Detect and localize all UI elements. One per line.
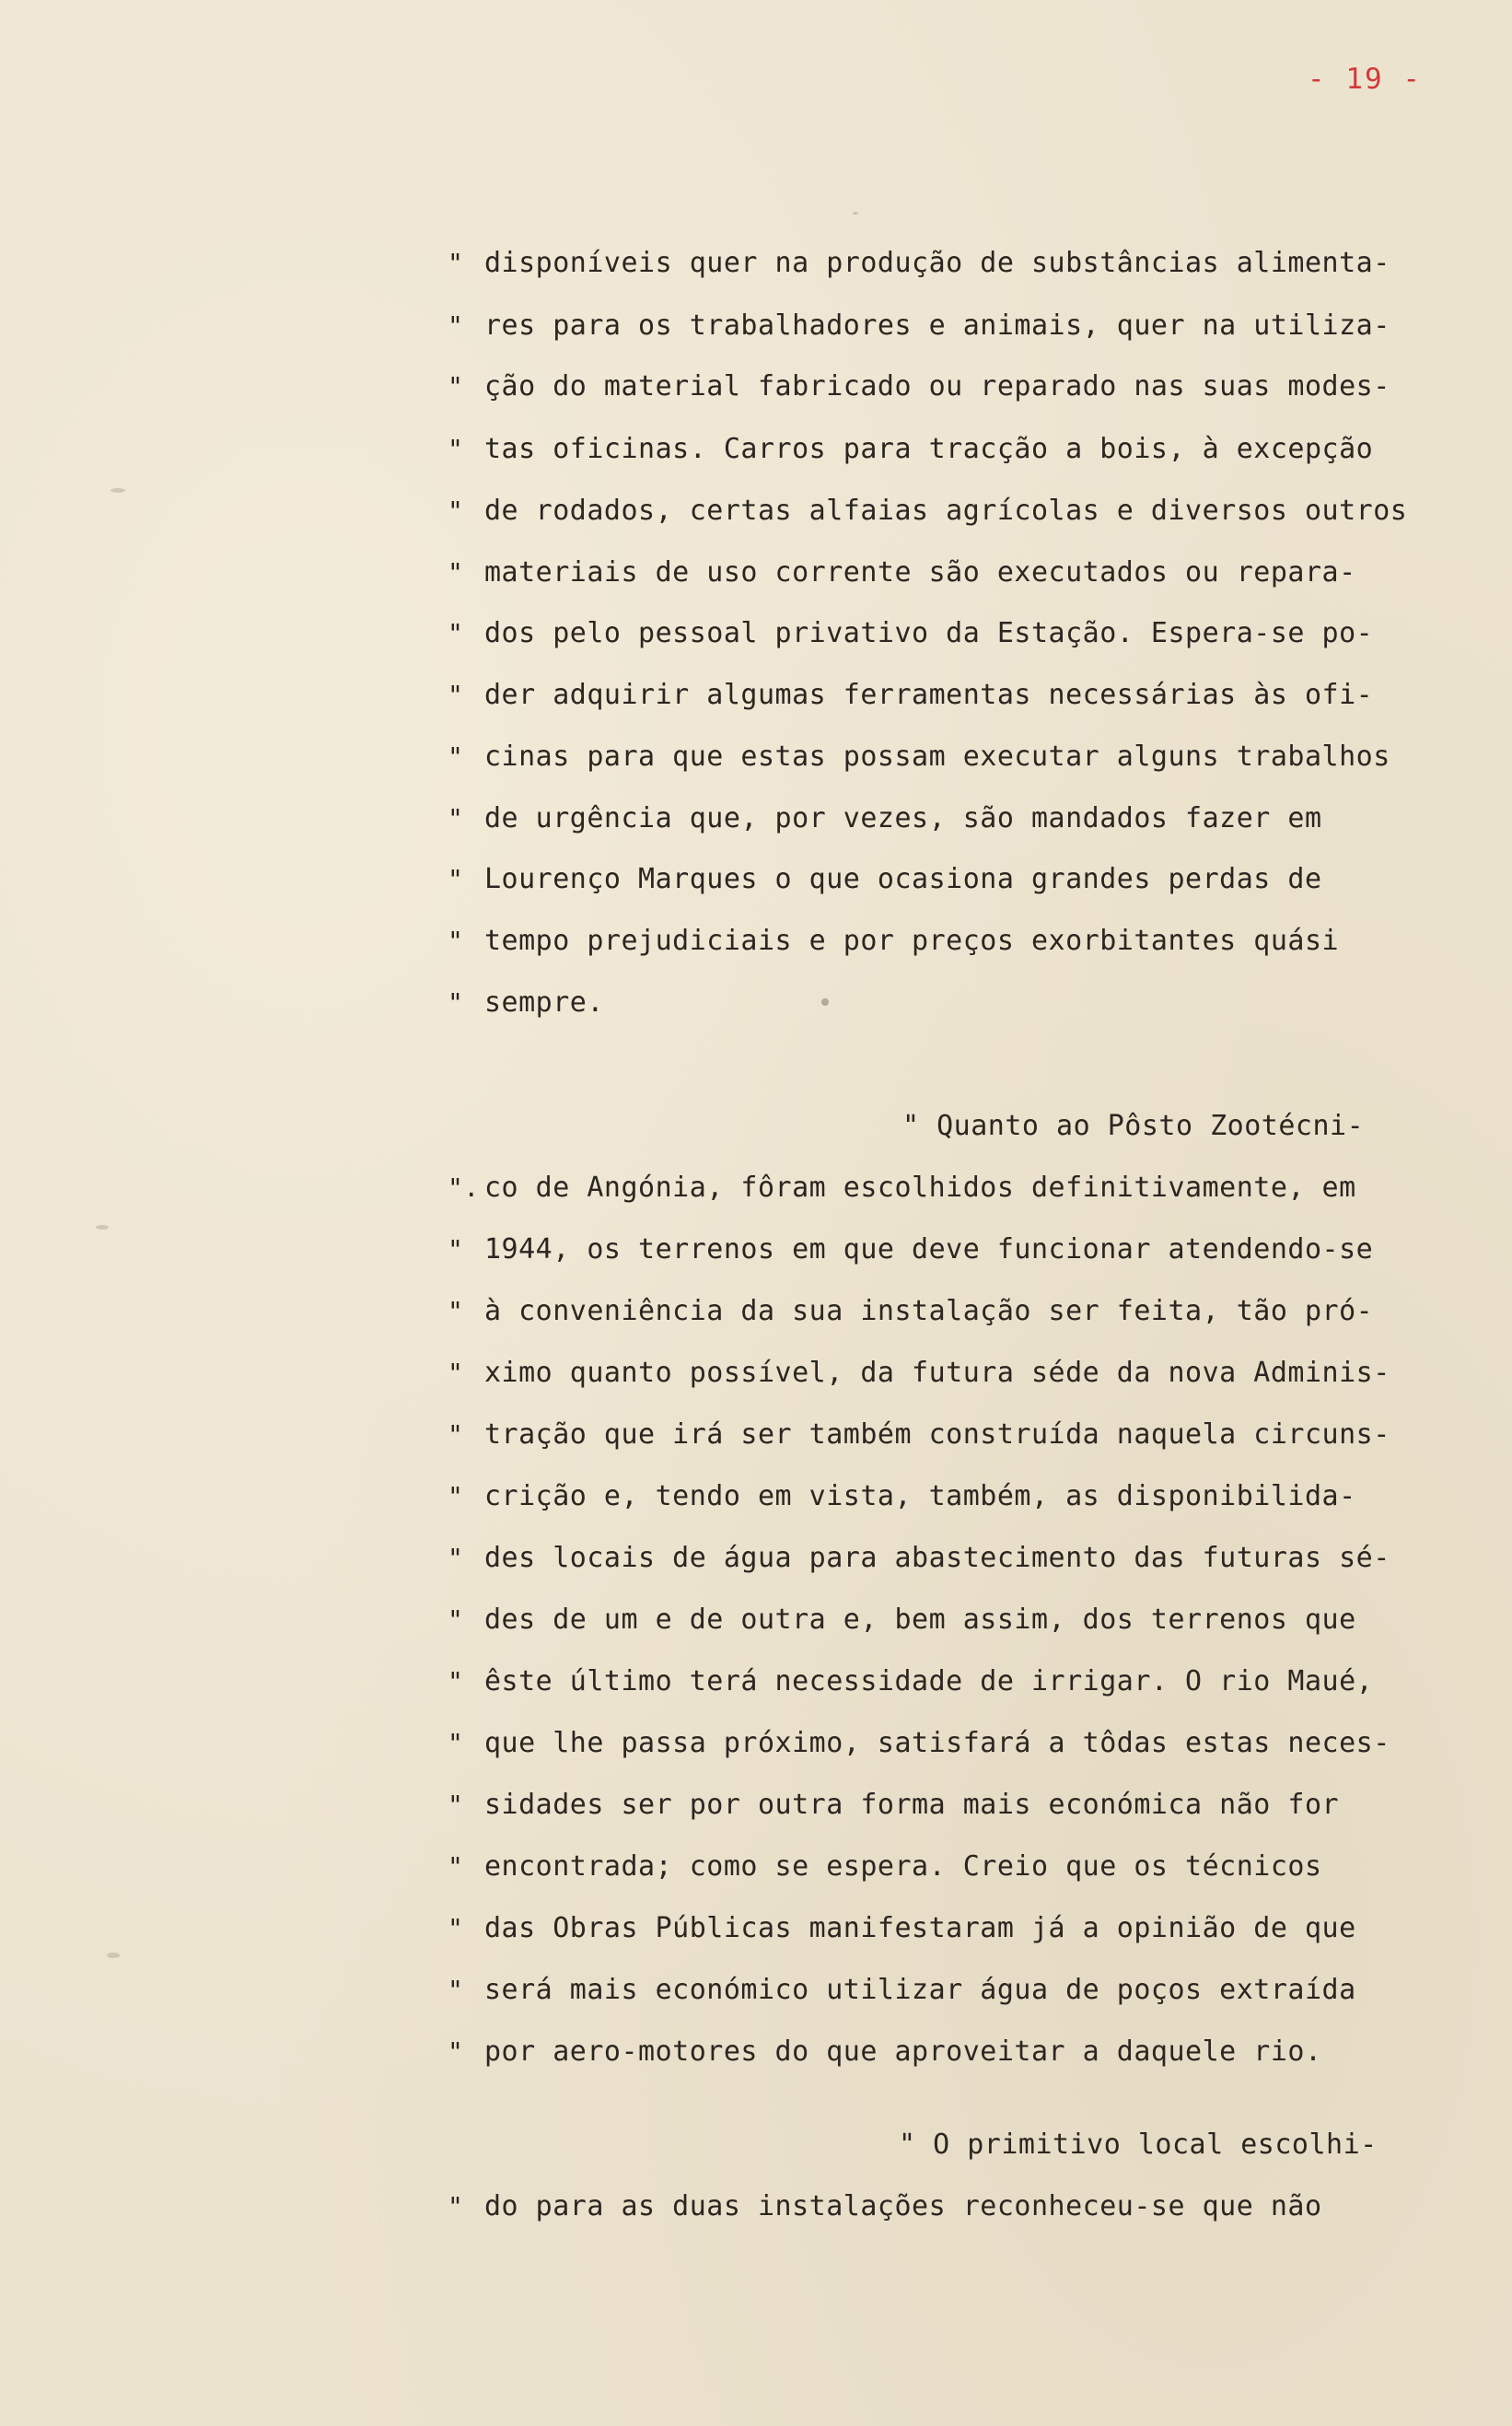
- paper-blemish: [110, 488, 125, 493]
- ditto-quote: ": [448, 987, 464, 1018]
- ditto-quote: ": [448, 926, 464, 956]
- ditto-quote: ": [448, 1666, 464, 1697]
- ditto-quote: ": [448, 557, 464, 588]
- ditto-quote: ": [448, 1913, 464, 1943]
- page-number: - 19 -: [1308, 63, 1422, 96]
- ditto-quote: ": [448, 680, 464, 710]
- ditto-quote: ": [448, 1975, 464, 2005]
- ditto-quote: ": [448, 1728, 464, 1758]
- ditto-quote: ": [448, 1419, 464, 1450]
- ditto-quote: ": [448, 371, 464, 402]
- line-text: cinas para que estas possam executar alguns trabalhos: [484, 741, 1390, 773]
- paper-blemish: [107, 1953, 120, 1958]
- ditto-quote: ": [448, 2191, 464, 2222]
- line-text: ximo quanto possível, da futura séde da nova Adminis-: [484, 1357, 1390, 1389]
- ditto-quote: ": [448, 1296, 464, 1326]
- ditto-quote: ": [448, 1481, 464, 1511]
- line-text: tempo prejudiciais e por preços exorbitantes quási: [484, 925, 1340, 957]
- line-text: de urgência que, por vezes, são mandados fazer em: [484, 802, 1322, 834]
- line-text: por aero-motores do que aproveitar a daquele rio.: [484, 2035, 1322, 2068]
- line-text: Lourenço Marques o que ocasiona grandes perdas de: [484, 863, 1322, 895]
- paper-blemish: [853, 212, 858, 215]
- line-text: sempre.: [484, 986, 604, 1019]
- ditto-quote: ": [448, 1604, 464, 1635]
- ditto-quote: ": [448, 434, 464, 464]
- line-text: de rodados, certas alfaias agrícolas e diversos outros: [484, 495, 1408, 527]
- line-text: do para as duas instalações reconheceu-se que não: [484, 2190, 1322, 2222]
- line-text: des de um e de outra e, bem assim, dos terrenos que: [484, 1604, 1356, 1636]
- line-text: que lhe passa próximo, satisfará a tôdas estas neces-: [484, 1727, 1390, 1759]
- ink-speck: [821, 998, 829, 1006]
- ditto-quote: ": [448, 1851, 464, 1882]
- ditto-quote: ": [448, 1358, 464, 1388]
- ditto-quote: ": [448, 2036, 464, 2067]
- line-text: tas oficinas. Carros para tracção a bois, à excepção: [484, 433, 1374, 465]
- line-text: crição e, tendo em vista, também, as disponibilida-: [484, 1480, 1356, 1512]
- line-text: tração que irá ser também construída naquela circuns-: [484, 1418, 1390, 1451]
- ditto-quote: ": [448, 1543, 464, 1573]
- ditto-quote: ": [448, 803, 464, 834]
- line-text: der adquirir algumas ferramentas necessárias às ofi-: [484, 679, 1374, 711]
- line-text: à conveniência da sua instalação ser feita, tão pró-: [484, 1295, 1374, 1327]
- line-text: dos pelo pessoal privativo da Estação. Espera-se po-: [484, 617, 1374, 649]
- line-text: sidades ser por outra forma mais económica não for: [484, 1789, 1340, 1821]
- ditto-quote: ": [448, 864, 464, 894]
- ditto-quote: ": [448, 248, 464, 278]
- paper-blemish: [96, 1225, 109, 1230]
- line-text: " O primitivo local escolhi-: [899, 2129, 1378, 2161]
- ditto-quote: ": [448, 618, 464, 648]
- ditto-quote: ": [448, 1790, 464, 1820]
- line-text: co de Angónia, fôram escolhidos definitivamente, em: [484, 1172, 1356, 1204]
- ditto-quote: ": [448, 310, 464, 341]
- ditto-quote: ": [448, 1234, 464, 1265]
- ditto-quote: ".: [448, 1172, 480, 1203]
- line-text: res para os trabalhadores e animais, quer na utiliza-: [484, 309, 1390, 342]
- line-text: 1944, os terrenos em que deve funcionar atendendo-se: [484, 1233, 1374, 1265]
- line-text: êste último terá necessidade de irrigar. O rio Maué,: [484, 1665, 1374, 1697]
- ditto-quote: ": [448, 741, 464, 772]
- line-text: des locais de água para abastecimento das futuras sé-: [484, 1542, 1390, 1574]
- line-text: encontrada; como se espera. Creio que os técnicos: [484, 1850, 1322, 1883]
- line-text: será mais económico utilizar água de poços extraída: [484, 1974, 1356, 2006]
- ditto-quote: ": [448, 496, 464, 526]
- line-text: " Quanto ao Pôsto Zootécni-: [902, 1110, 1365, 1142]
- line-text: materiais de uso corrente são executados ou repara-: [484, 556, 1356, 589]
- line-text: das Obras Públicas manifestaram já a opinião de que: [484, 1912, 1356, 1944]
- line-text: disponíveis quer na produção de substâncias alimenta-: [484, 247, 1390, 279]
- line-text: ção do material fabricado ou reparado nas suas modes-: [484, 370, 1390, 402]
